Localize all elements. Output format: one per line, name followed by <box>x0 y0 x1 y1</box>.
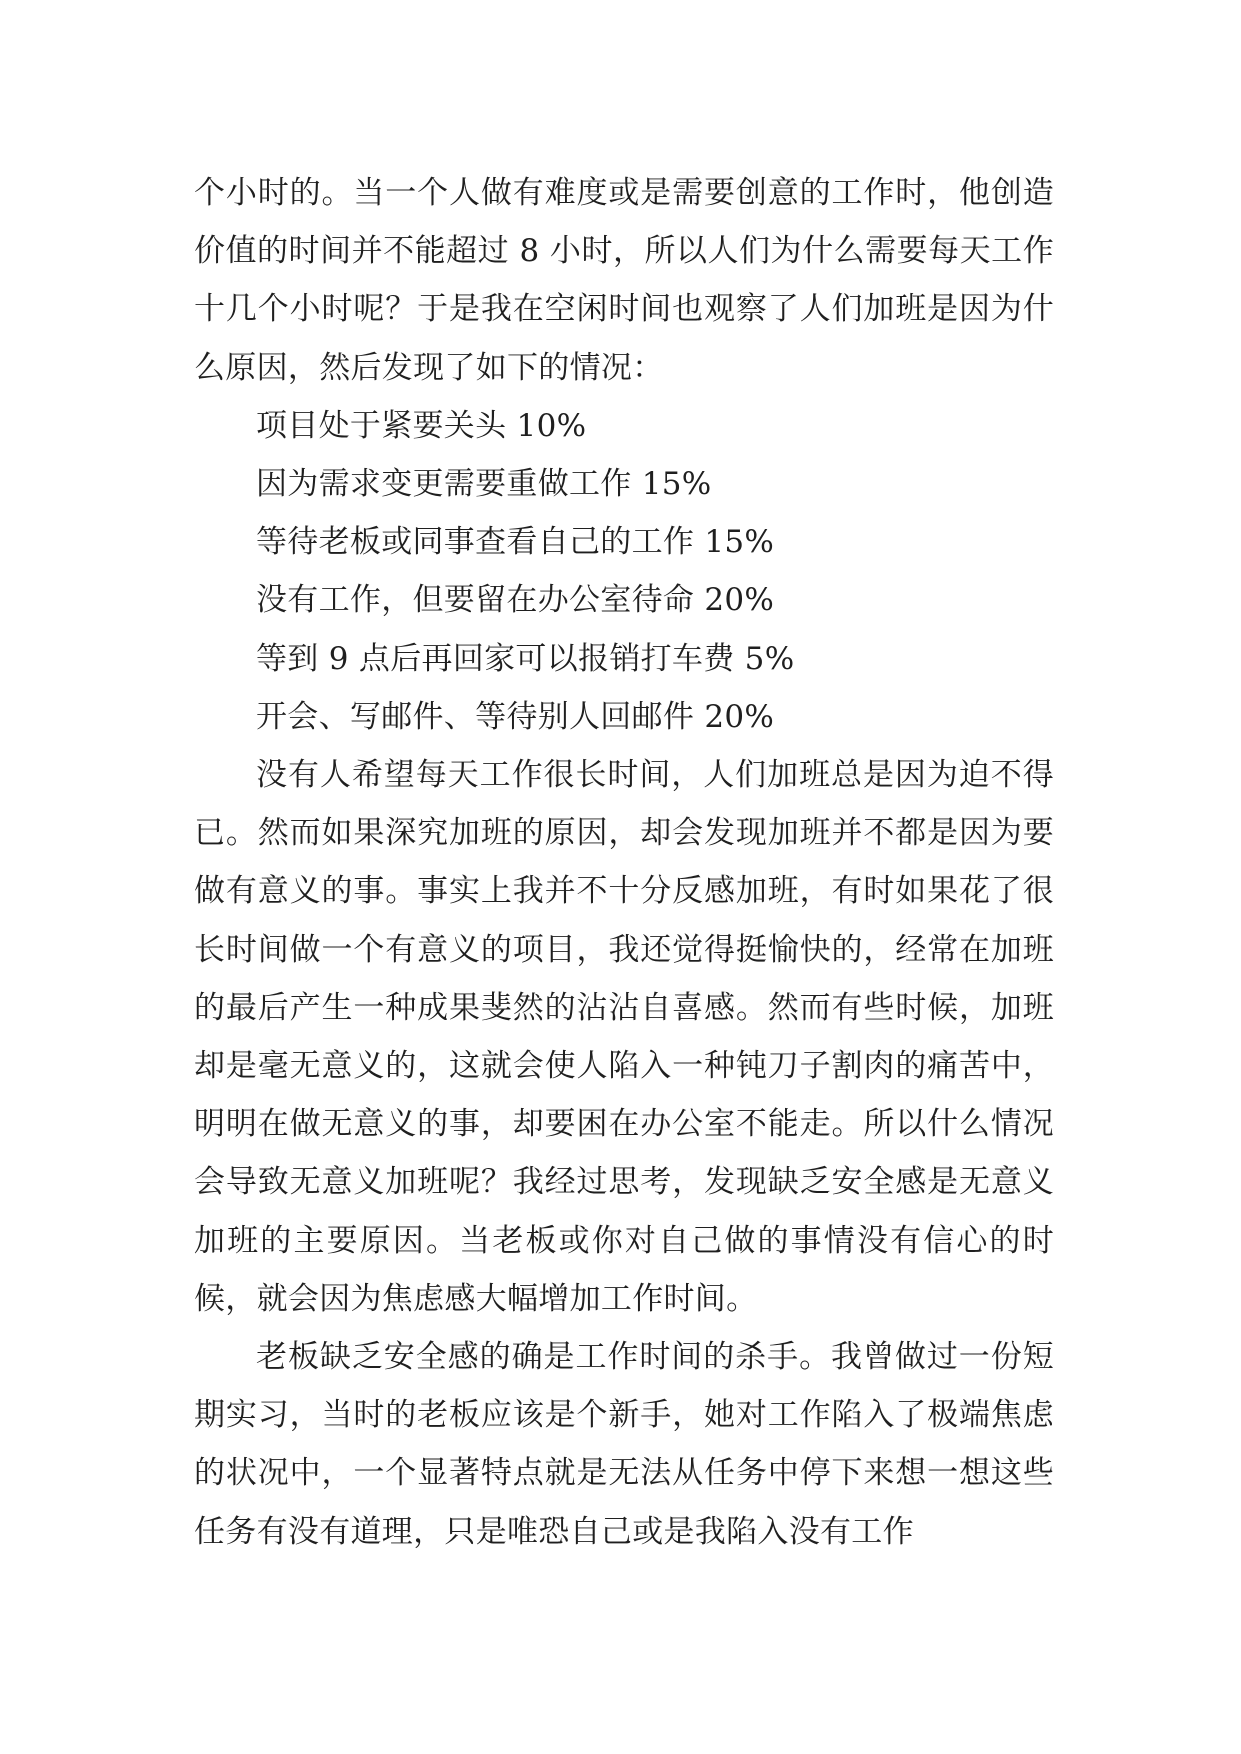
list-item: 没有工作，但要留在办公室待命 20% <box>256 582 775 619</box>
list-item: 项目处于紧要关头 10% <box>256 407 587 444</box>
list-item: 等到 9 点后再回家可以报销打车费 5% <box>256 640 795 677</box>
paragraph-3: 老板缺乏安全感的确是工作时间的杀手。我曾做过一份短期实习，当时的老板应该是个新手，她对工作陷入了极端焦虑的状况中，一个显著特点就是无法从任务中停下来想一想这些任务有没有道理，只是唯恐自己或是我陷入没有工作 <box>194 1339 1054 1550</box>
list-item: 因为需求变更需要重做工作 15% <box>256 466 712 503</box>
overtime-reasons-list <box>194 397 1054 746</box>
paragraph-1: 个小时的。当一个人做有难度或是需要创意的工作时，他创造价值的时间并不能超过 8 小时，所以人们为什么需要每天工作十几个小时呢？于是我在空闲时间也观察了人们加班是因为什么原因，然后发现了如下的情况： <box>194 175 1054 386</box>
document-body <box>194 164 1054 1561</box>
list-item: 等待老板或同事查看自己的工作 15% <box>256 524 775 561</box>
list-item: 开会、写邮件、等待别人回邮件 20% <box>256 698 775 735</box>
paragraph-2: 没有人希望每天工作很长时间，人们加班总是因为迫不得已。然而如果深究加班的原因，却会发现加班并不都是因为要做有意义的事。事实上我并不十分反感加班，有时如果花了很长时间做一个有意义的项目，我还觉得挺愉快的，经常在加班的最后产生一种成果斐然的沾沾自喜感。然而有些时候，加班却是毫无意义的，这就会使人陷入一种钝刀子割肉的痛苦中，明明在做无意义的事，却要困在办公室不能走。所以什么情况会导致无意义加班呢？我经过思考，发现缺乏安全感是无意义加班的主要原因。当老板或你对自己做的事情没有信心的时候，就会因为焦虑感大幅增加工作时间。 <box>194 757 1054 1317</box>
